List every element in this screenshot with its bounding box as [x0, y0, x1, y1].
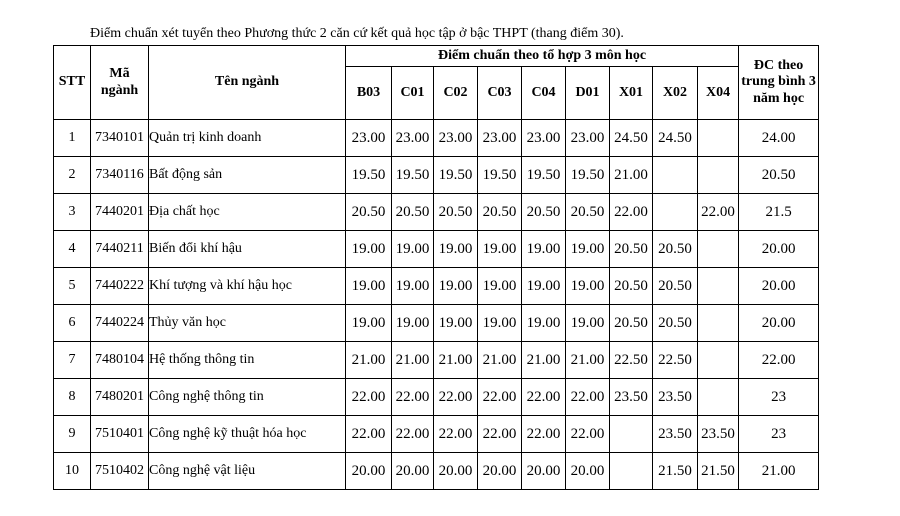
cell-score: 21.00	[610, 157, 653, 194]
header-combo: B03	[346, 67, 392, 120]
cell-score: 23.00	[566, 120, 610, 157]
cell-score: 19.00	[434, 268, 478, 305]
cell-stt: 9	[54, 416, 91, 453]
cell-score: 20.00	[478, 453, 522, 490]
cell-score: 19.00	[522, 231, 566, 268]
cell-major-name: Biến đổi khí hậu	[149, 231, 346, 268]
cell-score: 21.50	[653, 453, 698, 490]
table-row	[54, 453, 819, 490]
cell-score: 20.50	[653, 305, 698, 342]
cell-score: 20.50	[392, 194, 434, 231]
cell-major-code: 7440224	[91, 305, 149, 342]
cell-score: 20.50	[653, 231, 698, 268]
cell-score: 23.00	[434, 120, 478, 157]
table-row	[54, 416, 819, 453]
header-combination-group: Điểm chuẩn theo tổ hợp 3 môn học	[346, 46, 739, 67]
cell-stt: 2	[54, 157, 91, 194]
cell-score: 22.00	[610, 194, 653, 231]
cell-average: 23	[739, 416, 819, 453]
cell-score	[698, 157, 739, 194]
table-row	[54, 120, 819, 157]
cell-score: 23.50	[610, 379, 653, 416]
header-row-top	[54, 46, 819, 67]
cell-average: 24.00	[739, 120, 819, 157]
cell-score: 20.50	[653, 268, 698, 305]
table-row	[54, 194, 819, 231]
header-stt: STT	[54, 46, 91, 120]
cell-score: 19.50	[566, 157, 610, 194]
cell-major-name: Công nghệ kỹ thuật hóa học	[149, 416, 346, 453]
cell-score: 22.00	[522, 379, 566, 416]
cell-score: 21.00	[392, 342, 434, 379]
cell-average: 20.00	[739, 268, 819, 305]
cell-score	[698, 342, 739, 379]
cell-score: 21.00	[434, 342, 478, 379]
cell-score: 19.00	[478, 305, 522, 342]
cell-average: 20.00	[739, 231, 819, 268]
cell-score: 21.00	[478, 342, 522, 379]
cell-score: 21.50	[698, 453, 739, 490]
cell-score: 20.50	[522, 194, 566, 231]
cell-score: 19.50	[522, 157, 566, 194]
table-row	[54, 231, 819, 268]
cell-major-code: 7340116	[91, 157, 149, 194]
cell-score: 19.00	[392, 305, 434, 342]
header-major-code: Mã ngành	[91, 46, 149, 120]
table-row	[54, 379, 819, 416]
cell-score: 19.00	[392, 231, 434, 268]
cell-major-code: 7510402	[91, 453, 149, 490]
cell-average: 20.50	[739, 157, 819, 194]
cell-score: 22.00	[392, 416, 434, 453]
cell-score: 22.00	[566, 416, 610, 453]
admission-scores-table	[53, 45, 819, 490]
cell-major-code: 7440222	[91, 268, 149, 305]
cell-stt: 3	[54, 194, 91, 231]
header-combo: X01	[610, 67, 653, 120]
cell-stt: 6	[54, 305, 91, 342]
cell-major-code: 7440211	[91, 231, 149, 268]
cell-score	[610, 416, 653, 453]
cell-score	[698, 120, 739, 157]
cell-score: 24.50	[653, 120, 698, 157]
cell-major-code: 7480104	[91, 342, 149, 379]
header-combo: X02	[653, 67, 698, 120]
cell-score: 20.50	[610, 231, 653, 268]
cell-score: 22.00	[522, 416, 566, 453]
cell-score: 22.50	[653, 342, 698, 379]
header-combo: C02	[434, 67, 478, 120]
cell-score: 23.50	[653, 379, 698, 416]
table-body	[54, 120, 819, 490]
cell-score: 19.50	[478, 157, 522, 194]
cell-average: 22.00	[739, 342, 819, 379]
cell-score: 20.50	[610, 268, 653, 305]
cell-score: 20.50	[478, 194, 522, 231]
cell-score: 19.00	[522, 305, 566, 342]
cell-score: 19.00	[346, 268, 392, 305]
cell-score: 21.00	[522, 342, 566, 379]
header-combo: C03	[478, 67, 522, 120]
cell-score: 22.00	[346, 379, 392, 416]
table-row	[54, 342, 819, 379]
cell-major-code: 7480201	[91, 379, 149, 416]
cell-score: 20.50	[566, 194, 610, 231]
cell-score: 22.00	[434, 379, 478, 416]
cell-score: 22.00	[434, 416, 478, 453]
cell-major-name: Quản trị kinh doanh	[149, 120, 346, 157]
cell-score: 20.00	[566, 453, 610, 490]
cell-score: 19.50	[392, 157, 434, 194]
cell-score: 20.50	[434, 194, 478, 231]
cell-major-code: 7510401	[91, 416, 149, 453]
cell-major-name: Thủy văn học	[149, 305, 346, 342]
cell-score: 19.00	[566, 231, 610, 268]
cell-score: 20.00	[346, 453, 392, 490]
cell-score: 22.00	[392, 379, 434, 416]
header-average-score: ĐC theo trung bình 3 năm học	[739, 46, 819, 120]
cell-score: 23.00	[478, 120, 522, 157]
cell-major-name: Công nghệ vật liệu	[149, 453, 346, 490]
header-combo: C01	[392, 67, 434, 120]
table-row	[54, 305, 819, 342]
cell-score: 19.00	[566, 305, 610, 342]
header-combo: C04	[522, 67, 566, 120]
cell-score: 24.50	[610, 120, 653, 157]
cell-stt: 5	[54, 268, 91, 305]
cell-major-code: 7340101	[91, 120, 149, 157]
cell-score	[698, 379, 739, 416]
cell-score: 20.50	[610, 305, 653, 342]
cell-major-name: Bất động sản	[149, 157, 346, 194]
cell-score: 22.00	[698, 194, 739, 231]
cell-stt: 8	[54, 379, 91, 416]
cell-score: 23.50	[653, 416, 698, 453]
cell-score: 19.00	[434, 231, 478, 268]
cell-score	[698, 268, 739, 305]
header-combo: X04	[698, 67, 739, 120]
cell-stt: 7	[54, 342, 91, 379]
cell-score: 23.00	[392, 120, 434, 157]
cell-score: 20.00	[434, 453, 478, 490]
cell-score	[653, 157, 698, 194]
cell-score: 23.00	[522, 120, 566, 157]
header-combo: D01	[566, 67, 610, 120]
cell-score	[698, 231, 739, 268]
cell-score: 23.00	[346, 120, 392, 157]
cell-score: 22.00	[346, 416, 392, 453]
table-caption: Điểm chuẩn xét tuyển theo Phương thức 2 căn cứ kết quả học tập ở bậc THPT (thang điểm 30).	[90, 26, 624, 41]
cell-score	[698, 305, 739, 342]
cell-major-name: Công nghệ thông tin	[149, 379, 346, 416]
cell-score: 19.00	[478, 231, 522, 268]
cell-score: 22.00	[478, 379, 522, 416]
cell-major-name: Khí tượng và khí hậu học	[149, 268, 346, 305]
cell-score: 19.00	[478, 268, 522, 305]
cell-score	[610, 453, 653, 490]
cell-score: 23.50	[698, 416, 739, 453]
cell-average: 21.5	[739, 194, 819, 231]
cell-score: 19.00	[434, 305, 478, 342]
cell-score: 22.00	[478, 416, 522, 453]
cell-major-name: Địa chất học	[149, 194, 346, 231]
cell-score: 21.00	[566, 342, 610, 379]
cell-average: 21.00	[739, 453, 819, 490]
cell-stt: 1	[54, 120, 91, 157]
cell-score: 19.00	[522, 268, 566, 305]
cell-score: 19.00	[346, 305, 392, 342]
cell-score: 19.50	[434, 157, 478, 194]
cell-score: 20.50	[346, 194, 392, 231]
cell-score: 19.00	[392, 268, 434, 305]
cell-score: 20.00	[522, 453, 566, 490]
table-row	[54, 268, 819, 305]
cell-stt: 10	[54, 453, 91, 490]
cell-stt: 4	[54, 231, 91, 268]
cell-score: 22.00	[566, 379, 610, 416]
cell-score: 22.50	[610, 342, 653, 379]
header-major-name: Tên ngành	[149, 46, 346, 120]
cell-average: 23	[739, 379, 819, 416]
cell-score: 19.50	[346, 157, 392, 194]
table-row	[54, 157, 819, 194]
cell-score: 21.00	[346, 342, 392, 379]
cell-score: 20.00	[392, 453, 434, 490]
cell-average: 20.00	[739, 305, 819, 342]
cell-score	[653, 194, 698, 231]
cell-score: 19.00	[566, 268, 610, 305]
cell-major-name: Hệ thống thông tin	[149, 342, 346, 379]
cell-major-code: 7440201	[91, 194, 149, 231]
cell-score: 19.00	[346, 231, 392, 268]
